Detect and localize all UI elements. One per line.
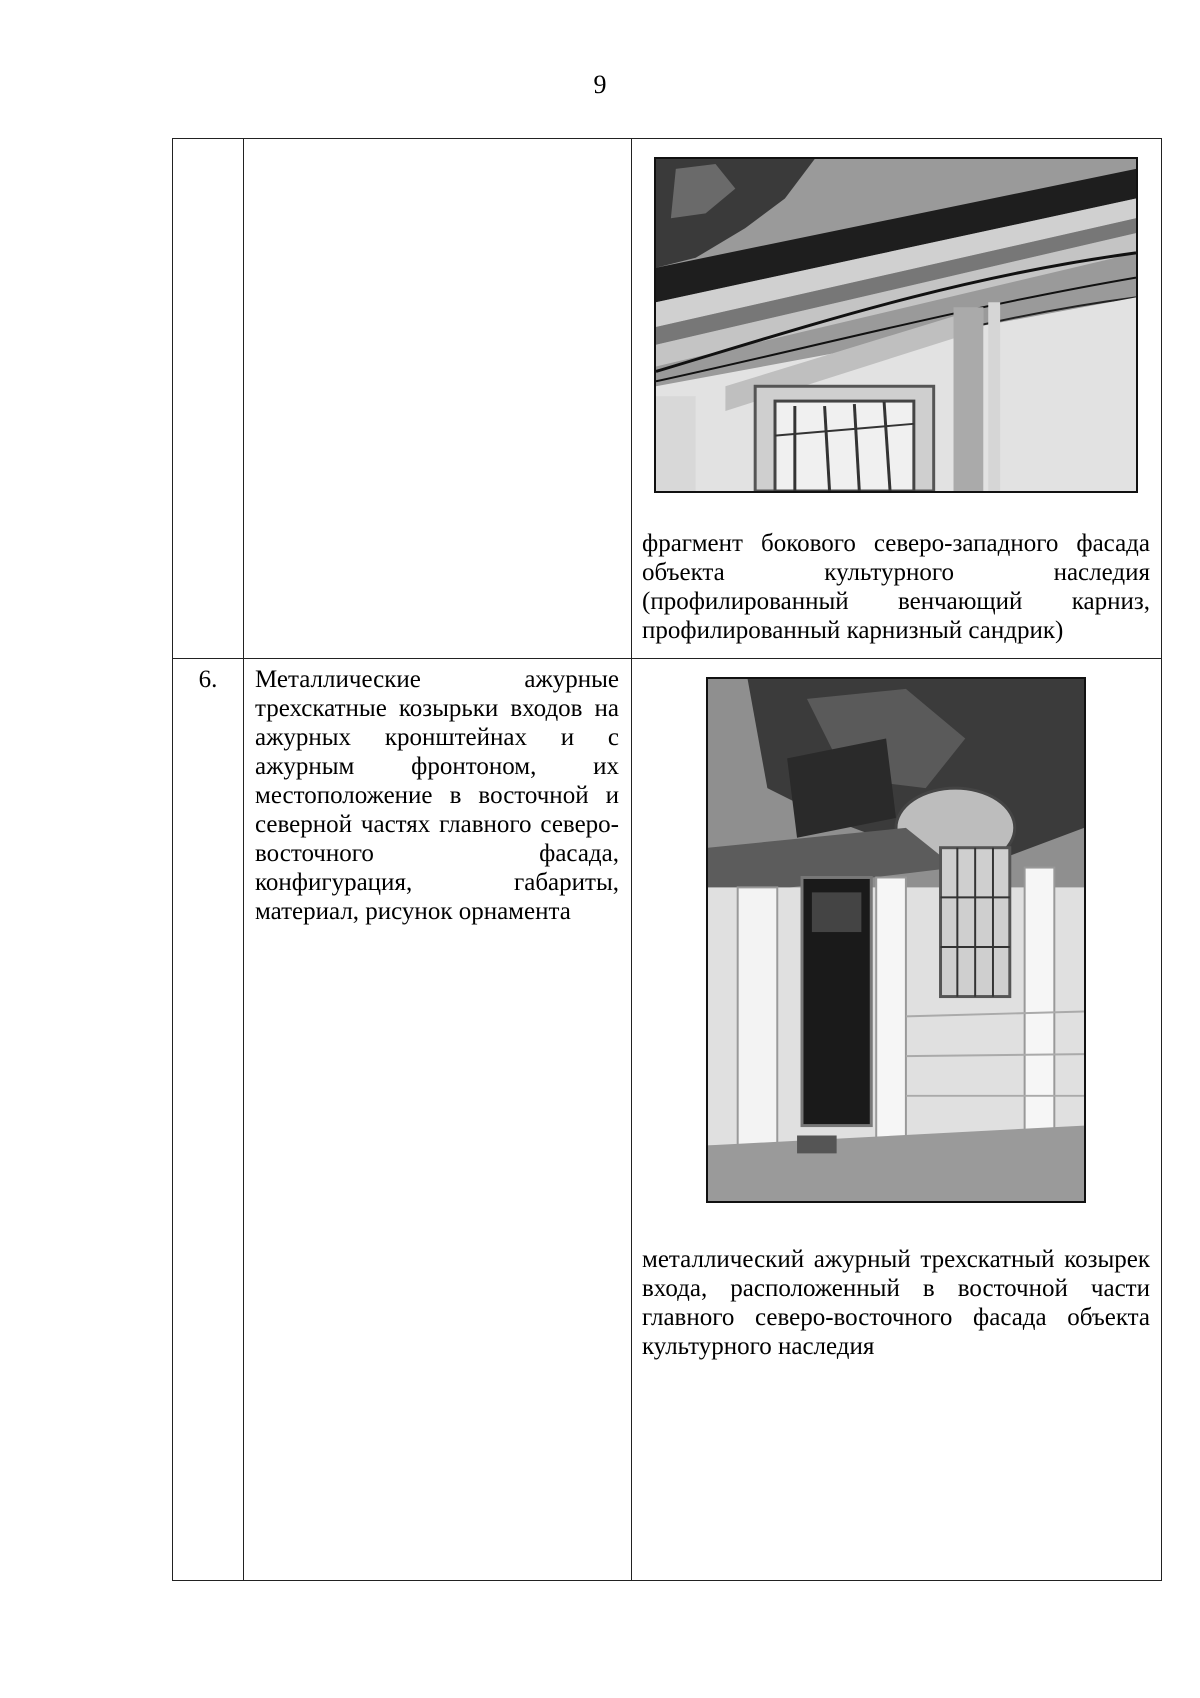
- column-divider-1: [243, 139, 244, 1580]
- photo-entrance-illustration: [708, 679, 1084, 1201]
- row-divider: [173, 658, 1161, 659]
- column-divider-2: [631, 139, 632, 1580]
- photo-entrance-canopy: [706, 677, 1086, 1203]
- heritage-table: [172, 138, 1162, 1581]
- caption-photo-2: металлический ажурный трехскатный козырек входа, расположенный в восточной части главного северо-восточного фасада объекта культурного наследия: [642, 1246, 1150, 1360]
- photo-northwest-facade-fragment: [654, 157, 1138, 493]
- page-number: 9: [593, 70, 607, 99]
- row-number: 6.: [198, 666, 218, 693]
- caption-photo-1: фрагмент бокового северо-западного фасада объекта культурного наследия (профилированный венчающий карниз, профилированный карнизный сандрик): [642, 530, 1150, 644]
- photo-cornice-illustration: [656, 159, 1136, 491]
- row-6-description: Металлические ажурные трехскатные козырьки входов на ажурных кронштейнах и с ажурным фронтоном, их местоположение в восточной и северной частях главного северо-восточного фасада, конфигурация, габариты, материал, рисунок орнамента: [255, 666, 619, 925]
